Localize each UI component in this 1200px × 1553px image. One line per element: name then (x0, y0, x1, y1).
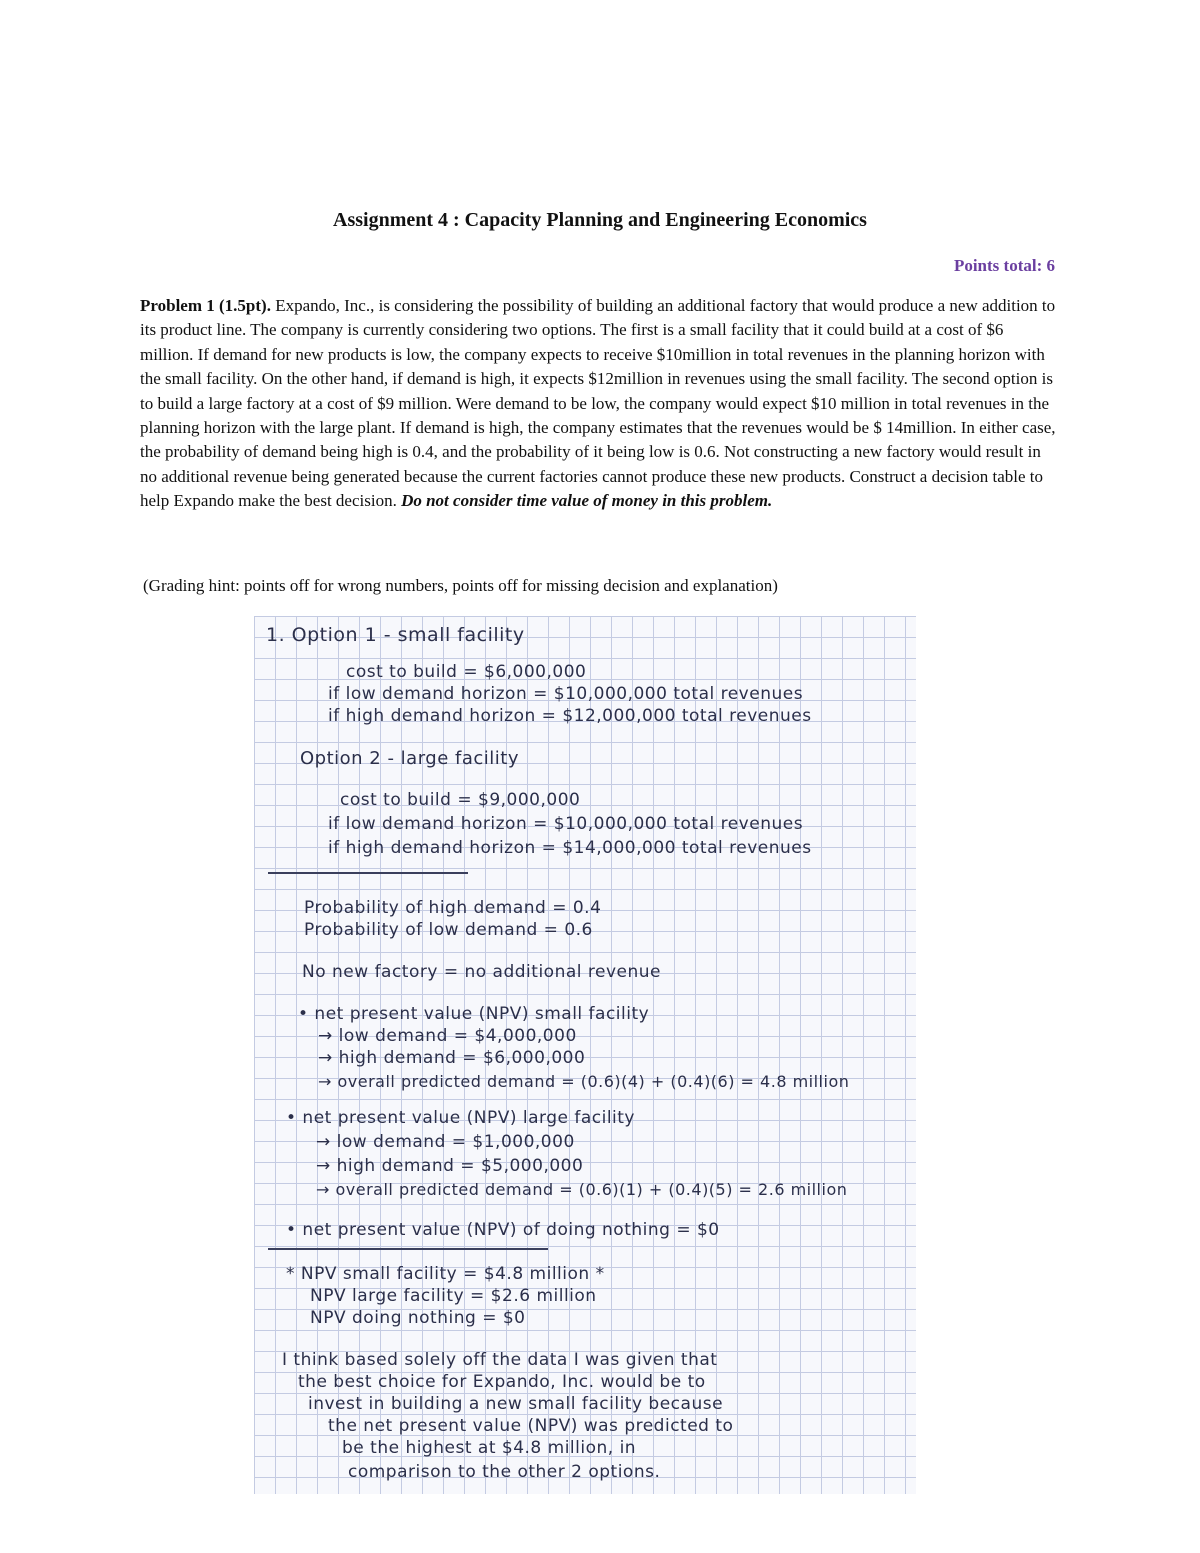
hw-conclusion-line-1: I think based solely off the data I was given that (282, 1350, 718, 1370)
hw-summary-nothing: NPV doing nothing = $0 (310, 1308, 526, 1328)
hw-divider (268, 872, 468, 874)
hw-prob-high: Probability of high demand = 0.4 (304, 898, 602, 918)
hw-conclusion-line-4: the net present value (NPV) was predicted to (328, 1416, 734, 1436)
hw-conclusion-line-2: the best choice for Expando, Inc. would be to (298, 1372, 706, 1392)
hw-npv-small-overall: → overall predicted demand = (0.6)(4) + (0.4)(6) = 4.8 million (318, 1072, 850, 1091)
problem-1-lead: Problem 1 (1.5pt). (140, 296, 271, 315)
hw-option1-low: if low demand horizon = $10,000,000 total revenues (328, 684, 804, 704)
assignment-title: Assignment 4 : Capacity Planning and Engineering Economics (333, 209, 867, 231)
hw-npv-large-high: → high demand = $5,000,000 (316, 1156, 584, 1176)
grading-hint: (Grading hint: points off for wrong numbers, points off for missing decision and explanation) (143, 576, 778, 595)
hw-no-factory: No new factory = no additional revenue (302, 962, 661, 982)
hw-option2-cost: cost to build = $9,000,000 (340, 790, 581, 810)
hw-conclusion-line-5: be the highest at $4.8 million, in (342, 1438, 637, 1458)
hw-summary-small: * NPV small facility = $4.8 million * (286, 1264, 605, 1284)
hw-npv-large-title: • net present value (NPV) large facility (286, 1108, 635, 1128)
points-total: Points total: 6 (953, 256, 1055, 275)
hw-conclusion-line-3: invest in building a new small facility because (308, 1394, 724, 1414)
hw-conclusion-line-6: comparison to the other 2 options. (348, 1462, 661, 1482)
handwritten-solution-image (254, 616, 916, 1494)
hw-summary-large: NPV large facility = $2.6 million (310, 1286, 597, 1306)
hw-option2-low: if low demand horizon = $10,000,000 total revenues (328, 814, 804, 834)
hw-npv-small-low: → low demand = $4,000,000 (318, 1026, 577, 1046)
hw-option2-title: Option 2 - large facility (300, 748, 519, 769)
hw-npv-small-title: • net present value (NPV) small facility (298, 1004, 650, 1024)
hw-option1-high: if high demand horizon = $12,000,000 total revenues (328, 706, 812, 726)
hw-divider-2 (268, 1248, 548, 1250)
hw-prob-low: Probability of low demand = 0.6 (304, 920, 593, 940)
hw-npv-large-low: → low demand = $1,000,000 (316, 1132, 575, 1152)
problem-1-text (140, 294, 1060, 514)
hw-option2-high: if high demand horizon = $14,000,000 total revenues (328, 838, 812, 858)
hw-npv-nothing: • net present value (NPV) of doing nothing = $0 (286, 1220, 720, 1240)
problem-1-emphasis: Do not consider time value of money in this problem. (401, 491, 773, 511)
hw-npv-large-overall: → overall predicted demand = (0.6)(1) + (0.4)(5) = 2.6 million (316, 1180, 848, 1199)
problem-1-body: Expando, Inc., is considering the possibility of building an additional factory that would produce a new addition to its product line. The company is currently considering two options. The first is a small facility that it could build at a cost of $6 million. If demand for new products is low, the company expects to receive $10million in total revenues in the planning horizon with the small facility. On the other hand, if demand is high, it expects $12million in revenues using the small facility. The second option is to build a large factory at a cost of $9 million. Were demand to be low, the company would expect $10 million in total revenues in the planning horizon with the large plant. If demand is high, the company estimates that the revenues would be $ 14million. In either case, the probability of demand being high is 0.4, and the probability of it being low is 0.6. Not constructing a new factory would result in no additional revenue being generated because the current factories cannot produce these new products. Construct a decision table to help Expando make the best decision. (140, 296, 1056, 511)
hw-npv-small-high: → high demand = $6,000,000 (318, 1048, 586, 1068)
hw-option1-cost: cost to build = $6,000,000 (346, 662, 587, 682)
hw-option1-title: 1. Option 1 - small facility (266, 624, 525, 646)
